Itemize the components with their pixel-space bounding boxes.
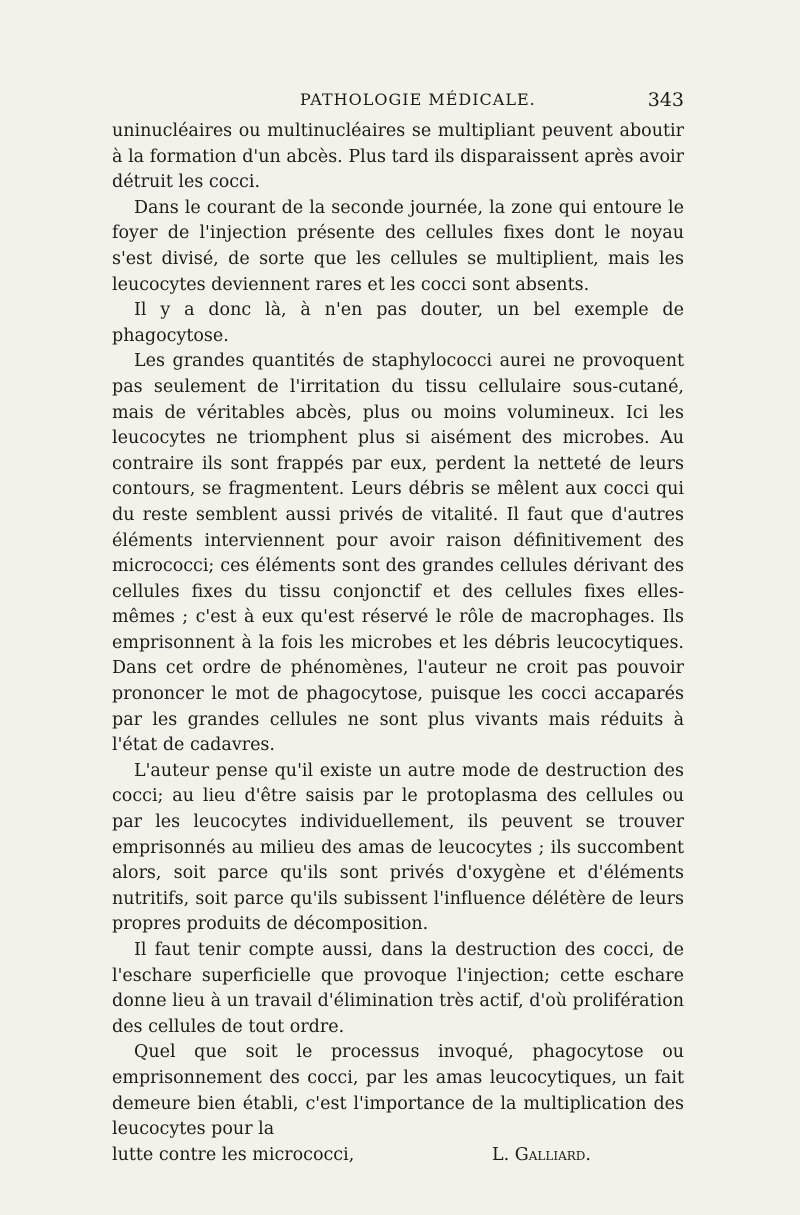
paragraph: L'auteur pense qu'il existe un autre mode de destruction des cocci; au lieu d'être saisis par le protoplasma des cellules ou par les leucocytes individuellement, ils peuvent se trouver emprisonnés au milieu des amas de leucocytes ; ils succombent alors, soit parce qu'ils sont privés d'oxygène et d'éléments nutritifs, soit parce qu'ils subissent l'influence délétère de leurs propres produits de décomposition. bbox=[112, 760, 684, 935]
page-header bbox=[112, 86, 684, 114]
paragraph: Il y a donc là, à n'en pas douter, un bel exemple de phagocytose. bbox=[112, 300, 684, 346]
paragraph: Quel que soit le processus invoqué, phagocytose ou emprisonnement des cocci, par les amas leucocytiques, un fait demeure bien établi, c'est l'importance de la multiplication des leucocytes pour la bbox=[112, 1042, 684, 1140]
paragraph: Il faut tenir compte aussi, dans la destruction des cocci, de l'eschare superficielle que provoque l'injection; cette eschare donne lieu à un travail d'élimination très actif, d'où prolifération des cellules de tout ordre. bbox=[112, 940, 684, 1037]
author-signature: L. Galliard. bbox=[492, 1144, 591, 1165]
paragraph: uninucléaires ou multinucléaires se multipliant peuvent aboutir à la formation d'un abcès. Plus tard ils disparaissent après avoir détruit les cocci. bbox=[112, 121, 684, 193]
running-title: PATHOLOGIE MÉDICALE. bbox=[300, 90, 536, 109]
body-text bbox=[112, 119, 684, 1169]
paragraph: Dans le courant de la seconde journée, la zone qui entoure le foyer de l'injection présente des cellules fixes dont le noyau s'est divisé, de sorte que les cellules se multiplient, mais les leucocytes deviennent rares et les cocci sont absents. bbox=[112, 197, 684, 295]
page-number: 343 bbox=[647, 89, 684, 111]
closing-line bbox=[112, 1143, 684, 1169]
paragraph: Les grandes quantités de staphylococci aurei ne provoquent pas seulement de l'irritation du tissu cellulaire sous-cutané, mais de véritables abcès, plus ou moins volumineux. Ici les leucocytes ne triomphent plus si aisément des microbes. Au contraire ils sont frappés par eux, perdent la netteté de leurs contours, se fragmentent. Leurs débris se mêlent aux cocci qui du reste semblent aussi privés de vitalité. Il faut que d'autres éléments interviennent pour avoir raison définitivement des micrococci; ces éléments sont des grandes cellules dérivant des cellules fixes du tissu conjonctif et des cellules fixes elles-mêmes ; c'est à eux qu'est réservé le rôle de macrophages. Ils emprisonnent à la fois les microbes et les débris leucocytiques. Dans cet ordre de phénomènes, l'auteur ne croit pas pouvoir prononcer le mot de phagocytose, puisque les cocci accaparés par les grandes cellules ne sont plus vivants mais réduits à l'état de cadavres. bbox=[112, 351, 684, 756]
closing-text: lutte contre les micrococci, bbox=[112, 1144, 355, 1165]
